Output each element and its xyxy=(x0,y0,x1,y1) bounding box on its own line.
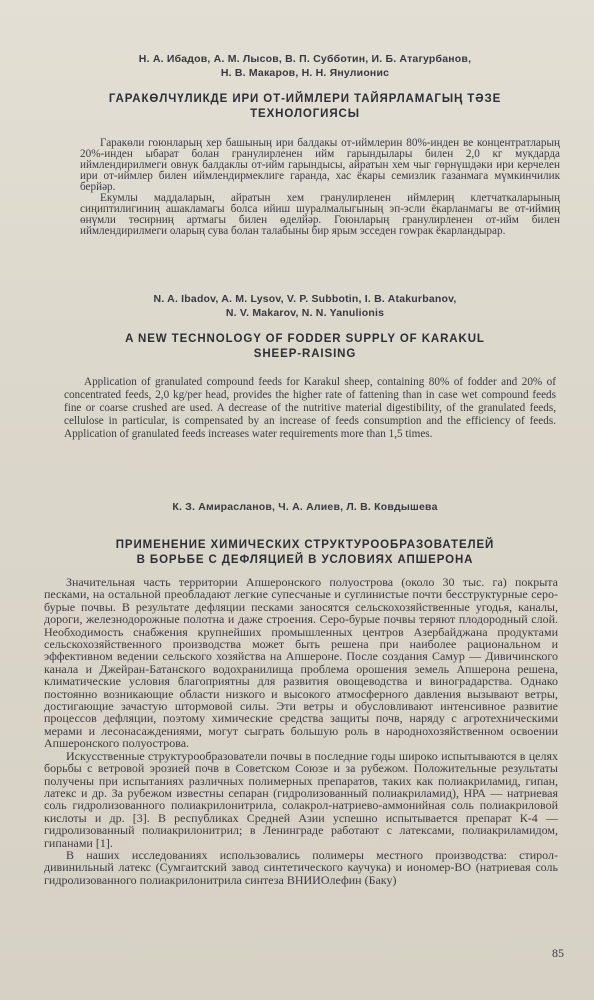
authors-turkmen xyxy=(60,52,550,80)
paragraph: Искусственные структурообразователи почвы в последние годы широко испытываются в целях борьбы с ветровой эрозией почв в Советском Союзе и за рубежом. Положительные результаты получены при испытаниях различных полимерных препаратов, таких как полиакриламид, гипан, латекс и др. За рубежом известны сепаран (гидролизованный полиакриламид), НРА — натриевая соль гидролизованного полиакрилонитрила, солакрол-натриево-аммонийная соль полиакриловой кислоты и др. [3]. В республиках Средней Азии успешно испытывается препарат К-4 — гидролизованный полиакрилонитрил; в Ленинграде работают с латексами, полиакриламидом, гипанами [1]. xyxy=(44,748,558,850)
title-russian xyxy=(60,538,550,568)
title-turkmen xyxy=(60,92,550,122)
authors-russian xyxy=(60,500,550,514)
paragraph: Екумлы маддаларын, айратын хем гранулирленен иймлериң клетчаткаларының сиңиптилигиниң ашакламагы болса ийиш шуралмалыгының эп-эсли ёкарланмагы ве от-иймиң өнүмли төсирниң артмагы билен өделйәр. Гоюнларың гранулирленен от-ийм билен иймлендирилмеги оларың сува болан талабыны бир ярым эсседен гowрак ёкарландырар. xyxy=(80,192,560,237)
title-line: ГАРАКӨЛЧҮЛИКДЕ ИРИ ОТ-ИЙМЛЕРИ ТАЙЯРЛАМАГЫҢ ТӘЗЕ xyxy=(108,93,502,105)
authors-english xyxy=(60,292,550,320)
author-line: N. V. Makarov, N. N. Yanulionis xyxy=(225,307,385,319)
abstract-english xyxy=(64,376,556,441)
title-line: ТЕХНОЛОГИЯСЫ xyxy=(250,108,360,120)
paragraph: Гаракөли гоюнларың хер башыныӊ ири балдакы от-иймлерин 80%-инден ве концентратларың 20%-инден ыбарат болан гранулирленен ийм гарындылары билен 2,0 кг мукдарда иймлендирилмеги овнук балдаклы от-ийм гарындысы, айратын хем чыг гөрнүшдәки ири керчелен ири от-иймлер билен иймлендирмеклиге гаранда, хас ёкары семизлик газанмага мүмкинчилик берйәр. xyxy=(80,137,560,193)
title-line: В БОРЬБЕ С ДЕФЛЯЦИЕЙ В УСЛОВИЯХ АПШЕРОНА xyxy=(136,554,474,566)
author-line: Н. В. Макаров, Н. Н. Янулионис xyxy=(220,67,390,79)
paragraph: Значительная часть территории Апшеронского полуострова (около 30 тыс. га) покрыта песками, на остальной преобладают легкие супесчаные и суглинистые почти бесструктурные серо-бурые почвы. В результате дефляции песками заносятся сельскохозяйственные угодья, каналы, дороги, железнодорожные полотна и даже строения. Серо-бурые почвы теряют плодородный слой. Необходимость снабжения крупнейших промышленных центров Азербайджана продуктами сельскохозяйственного производства может быть решена при наиболее рациональном и эффективном ведении сельского хозяйства на Апшероне. После создания Самур — Дивичинского канала и Джейран-Батанского водохранилища проблема орошения земель Апшерона решена, климатические условия благоприятны для развития овощеводства и виноградарства. Однако постоянно возникающие области низкого и высокого атмосферного давления вызывают ветры, достигающие зачастую штормовой силы. Эти ветры и обусловливают интенсивное развитие процессов дефляции, поэтому химические средства защиты почв, наряду с агротехническими мерами и лесонасаждениями, могут сыграть большую роль в народнохозяйственном освоении Апшеронского полуострова. xyxy=(44,575,558,751)
author-line: К. З. Амирасланов, Ч. А. Алиев, Л. В. Ковдышева xyxy=(172,501,438,513)
title-line: ПРИМЕНЕНИЕ ХИМИЧЕСКИХ СТРУКТУРООБРАЗОВАТЕЛЕЙ xyxy=(115,539,495,551)
author-line: N. A. Ibadov, A. M. Lysov, V. P. Subbotin, I. B. Atakurbanov, xyxy=(153,293,457,305)
title-english xyxy=(60,332,550,362)
page-number: 85 xyxy=(552,946,564,960)
body-russian xyxy=(44,576,558,886)
paragraph: В наших исследованиях использовались полимеры местного производства: стирол-дивинильный латекс (Сумгаитский завод синтетического каучука) и ионoмер-ВО (натриевая соль гидролизованного полиакрилонитрила синтеза ВНИИОлефин (Баку) xyxy=(44,847,558,887)
title-line: A NEW TECHNOLOGY OF FODDER SUPPLY OF KARAKUL xyxy=(125,333,485,345)
title-line: SHEEP-RAISING xyxy=(253,348,357,360)
author-line: Н. А. Ибадов, А. М. Лысов, В. П. Субботин, И. Б. Атагурбанов, xyxy=(138,53,472,65)
abstract-turkmen xyxy=(80,138,560,237)
paragraph: Application of granulated compound feeds for Karakul sheep, containing 80% of fodder and 20% of concentrated feeds, 2,0 kg/per head, provides the higher rate of fattening than in case wet compound feeds fine or coarse crushed are used. A decrease of the nutritive material digestibility, of the granulated feeds, cellulose in particular, is compensated by an increase of feeds consumption and the efficiency of feeds. Application of granulated feeds increases water requirements more than 1,5 times. xyxy=(64,376,556,440)
